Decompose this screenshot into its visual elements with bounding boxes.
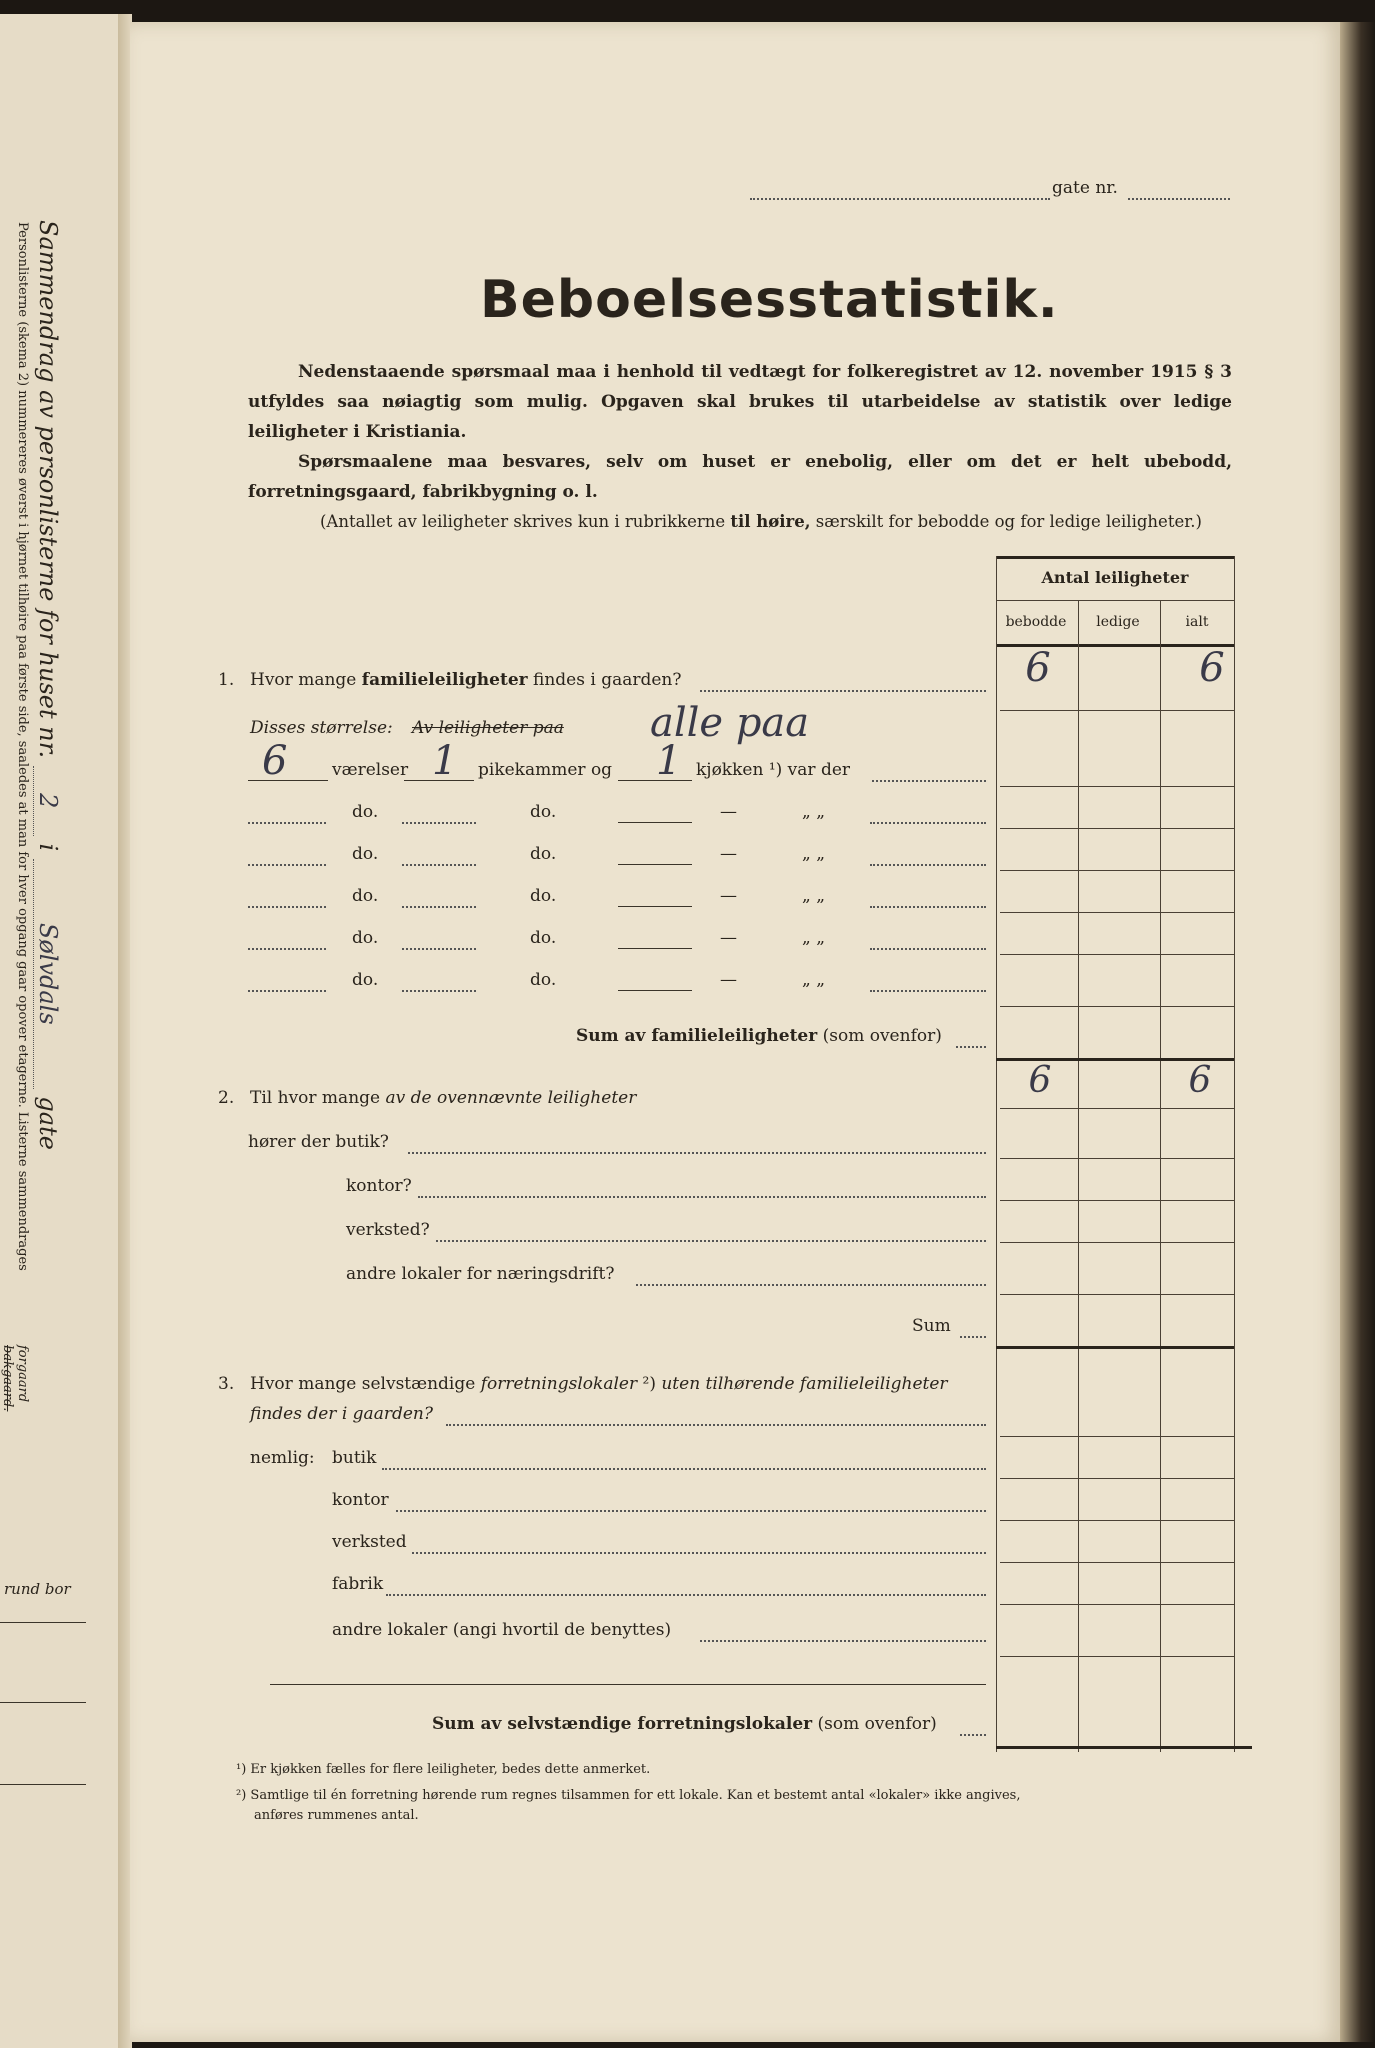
q2-andre-dots bbox=[636, 1284, 986, 1286]
q1-hand-kjokken: 1 bbox=[656, 738, 682, 784]
q2-sum-dots bbox=[960, 1336, 986, 1338]
q2-sum-label: Sum bbox=[912, 1316, 951, 1336]
row-line-andre bbox=[1000, 1294, 1234, 1295]
do-dash: — bbox=[720, 970, 737, 990]
q3-sum-dots bbox=[960, 1734, 986, 1736]
do-dots bbox=[870, 822, 986, 824]
q3-text-c: ²) bbox=[637, 1374, 662, 1394]
q2-text-b: av de ovennævnte leiligheter bbox=[385, 1088, 637, 1108]
spine-instructions-1: Personlisterne (skema 2) nummereres øverst i hjørnet tilhøire paa første side, saaledes at man for bbox=[15, 222, 30, 871]
q1-sum-b: familieleiligheter bbox=[651, 1026, 818, 1046]
do-field bbox=[402, 990, 476, 992]
spine-forgaard: forgaard bbox=[15, 1345, 30, 1403]
do-field bbox=[248, 864, 326, 866]
q2-butik-dots bbox=[408, 1152, 986, 1154]
q3-sum-b: (som ovenfor) bbox=[812, 1714, 937, 1734]
do-quotes: „ „ bbox=[802, 802, 826, 822]
q3-nemlig: nemlig: bbox=[250, 1448, 315, 1468]
do-dots bbox=[870, 906, 986, 908]
q1-sum-bebodde: 6 bbox=[1028, 1060, 1052, 1101]
row-line-size-4 bbox=[1000, 912, 1234, 913]
spine-rund-bor: rund bor bbox=[4, 1580, 71, 1598]
q2-question bbox=[250, 1088, 636, 1108]
row-line-size-6 bbox=[1000, 1006, 1234, 1007]
do-field bbox=[248, 822, 326, 824]
table-col-line-0 bbox=[996, 556, 997, 1752]
do-label: do. bbox=[530, 928, 557, 948]
do-dash: — bbox=[720, 844, 737, 864]
q1-pikekammer: pikekammer og bbox=[478, 760, 613, 780]
q2-number: 2. bbox=[218, 1088, 235, 1108]
q1-text-c: findes i gaarden? bbox=[527, 670, 682, 690]
page-edge bbox=[1340, 22, 1375, 2042]
spine-house-number: 2 bbox=[33, 766, 62, 836]
col-header-ledige: ledige bbox=[1096, 614, 1140, 630]
row-line-q3-andre bbox=[1000, 1656, 1234, 1657]
table-group-header: Antal leiligheter bbox=[1041, 568, 1189, 587]
spine-instructions bbox=[15, 222, 30, 1271]
footnote-1: ¹) Er kjøkken fælles for flere leiligheter, bedes dette anmerket. bbox=[236, 1762, 651, 1777]
q2-andre-label: andre lokaler for næringsdrift? bbox=[346, 1264, 615, 1284]
spine-title-text: Sammendrag av personlisterne for huset nr. bbox=[34, 220, 62, 759]
q1-kjokken: kjøkken ¹) var der bbox=[696, 760, 851, 780]
row-line-q3-fabrik bbox=[1000, 1604, 1234, 1605]
do-field bbox=[618, 822, 692, 823]
q1-sum-a: Sum av bbox=[576, 1026, 652, 1046]
table-header-divider bbox=[996, 600, 1234, 601]
spine-forgaard-block bbox=[0, 1345, 30, 1411]
q2-verksted-label: verksted? bbox=[346, 1220, 430, 1240]
q3-number: 3. bbox=[218, 1374, 235, 1394]
spine-street: Sølvdals bbox=[33, 859, 62, 1089]
do-dots bbox=[870, 948, 986, 950]
intro-text-2: Spørsmaalene maa besvares, selv om huset er enebolig, eller om det er helt ubebodd, forretningsgaard, fabrikbygning o. l. bbox=[248, 452, 1232, 502]
spine-bakgaard: bakgaard. bbox=[0, 1345, 15, 1412]
q3-verksted-dots bbox=[412, 1552, 986, 1554]
row-line-sum-2 bbox=[996, 1346, 1234, 1349]
q1-struck-text: Av leiligheter paa bbox=[412, 718, 564, 738]
row-line-q3 bbox=[1000, 1436, 1234, 1437]
q3-andre-dots bbox=[700, 1640, 986, 1642]
q1-text-a: Hvor mange bbox=[250, 670, 362, 690]
do-field bbox=[402, 864, 476, 866]
spine-word-i: i bbox=[34, 843, 62, 852]
intro-text-3b: til høire, bbox=[730, 512, 811, 531]
q1-dots bbox=[700, 690, 986, 692]
gate-nr-field-2 bbox=[1128, 198, 1230, 200]
intro-text-3c: særskilt for bebodde og for ledige leiligheter.) bbox=[810, 512, 1202, 531]
row-line-q3-kontor bbox=[1000, 1520, 1234, 1521]
intro-text-1: Nedenstaaende spørsmaal maa i henhold til vedtægt for folkeregistret av 12. november 1915 § 3 utfyldes saa nøiagtig som mulig. Opgaven skal brukes til utarbeidelse av statistik over ledige leiligheter i Kristiania. bbox=[248, 362, 1232, 442]
do-label: do. bbox=[352, 802, 379, 822]
row-line-q1 bbox=[1000, 710, 1234, 711]
spine-line-2 bbox=[0, 1702, 86, 1703]
table-top-border bbox=[996, 556, 1234, 559]
q1-bebodde-value: 6 bbox=[1025, 645, 1051, 691]
q3-kontor-dots bbox=[396, 1510, 986, 1512]
do-field bbox=[402, 948, 476, 950]
q2-text-a: Til hvor mange bbox=[250, 1088, 386, 1108]
q1-sum-ialt: 6 bbox=[1188, 1060, 1212, 1101]
spine-line-3 bbox=[0, 1784, 86, 1785]
do-label: do. bbox=[352, 886, 379, 906]
q1-kjokken-dots bbox=[872, 780, 986, 782]
do-field bbox=[402, 822, 476, 824]
intro-paragraph-2 bbox=[248, 447, 1232, 507]
footnote-2a: ²) Samtlige til én forretning hørende rum regnes tilsammen for ett lokale. Kan et bestemt antal «lokaler» ikke angives, bbox=[236, 1788, 1021, 1803]
footnote-2b: anføres rummenes antal. bbox=[254, 1808, 419, 1823]
q1-ialt-value: 6 bbox=[1199, 645, 1225, 691]
q3-text-a: Hvor mange selvstændige bbox=[250, 1374, 481, 1394]
q2-kontor-dots bbox=[418, 1196, 986, 1198]
q2-kontor-label: kontor? bbox=[346, 1176, 412, 1196]
q1-rooms-line bbox=[248, 780, 328, 781]
q1-sizes-label: Disses størrelse: bbox=[250, 718, 393, 738]
do-dots bbox=[870, 864, 986, 866]
do-label: do. bbox=[352, 970, 379, 990]
q3-andre-label: andre lokaler (angi hvortil de benyttes) bbox=[332, 1620, 672, 1640]
do-dots bbox=[870, 990, 986, 992]
col-header-bebodde: bebodde bbox=[1005, 614, 1067, 630]
q1-sum-label bbox=[576, 1026, 942, 1046]
q1-question bbox=[250, 670, 681, 690]
q1-hand-pike: 1 bbox=[432, 738, 458, 784]
table-col-line-3 bbox=[1234, 556, 1235, 1752]
row-line-q3-butik bbox=[1000, 1478, 1234, 1479]
q3-fabrik-dots bbox=[386, 1594, 986, 1596]
do-quotes: „ „ bbox=[802, 844, 826, 864]
do-dash: — bbox=[720, 928, 737, 948]
row-line-verksted bbox=[1000, 1242, 1234, 1243]
do-field bbox=[248, 990, 326, 992]
table-col-line-2 bbox=[1160, 600, 1161, 1752]
table-col-line-1 bbox=[1078, 600, 1079, 1752]
row-line-kontor bbox=[1000, 1200, 1234, 1201]
row-line-size-2 bbox=[1000, 828, 1234, 829]
q1-text-b: familieleiligheter bbox=[361, 670, 528, 690]
q3-kontor-label: kontor bbox=[332, 1490, 389, 1510]
do-label: do. bbox=[530, 886, 557, 906]
q3-butik-dots bbox=[382, 1468, 986, 1470]
row-line-butik bbox=[1000, 1158, 1234, 1159]
do-field bbox=[402, 906, 476, 908]
do-label: do. bbox=[530, 844, 557, 864]
intro-paragraph-1 bbox=[248, 357, 1232, 447]
spine-line-1 bbox=[0, 1622, 86, 1623]
q3-text-b: forretningslokaler bbox=[480, 1374, 638, 1394]
do-field bbox=[248, 906, 326, 908]
row-line-q2 bbox=[1000, 1108, 1234, 1109]
q2-butik-label: hører der butik? bbox=[248, 1132, 389, 1152]
gate-nr-label: gate nr. bbox=[1052, 178, 1118, 198]
do-field bbox=[618, 948, 692, 949]
col-header-ialt: ialt bbox=[1185, 614, 1209, 630]
q3-sum-label bbox=[432, 1714, 937, 1734]
row-line-q3-verksted bbox=[1000, 1562, 1234, 1563]
spine-gate: gate bbox=[34, 1096, 62, 1150]
do-label: do. bbox=[352, 928, 379, 948]
intro-text-3a: (Antallet av leiligheter skrives kun i rubrikkerne bbox=[320, 512, 731, 531]
do-label: do. bbox=[530, 802, 557, 822]
q3-text-e: findes der i gaarden? bbox=[250, 1404, 433, 1424]
spine-instructions-2: hver opgang gaar opover etagerne. Listerne sammendrages bbox=[15, 874, 30, 1271]
do-quotes: „ „ bbox=[802, 886, 826, 906]
do-label: do. bbox=[352, 844, 379, 864]
do-label: do. bbox=[530, 970, 557, 990]
q3-fabrik-label: fabrik bbox=[332, 1574, 384, 1594]
q3-verksted-label: verksted bbox=[332, 1532, 407, 1552]
do-dash: — bbox=[720, 802, 737, 822]
q2-verksted-dots bbox=[436, 1240, 986, 1242]
q3-findes-dots bbox=[446, 1424, 986, 1426]
page-title: Beboelsesstatistik. bbox=[480, 270, 1059, 330]
do-field bbox=[618, 990, 692, 991]
q3-question bbox=[250, 1374, 948, 1394]
intro-paragraph-3 bbox=[320, 507, 1280, 537]
q3-andre-line bbox=[270, 1684, 986, 1685]
do-dash: — bbox=[720, 886, 737, 906]
q1-vaerelser: værelser bbox=[332, 760, 409, 780]
do-quotes: „ „ bbox=[802, 970, 826, 990]
spine-title bbox=[33, 220, 62, 1150]
q3-text-d: uten tilhørende familieleiligheter bbox=[661, 1374, 948, 1394]
row-line-sum-3 bbox=[996, 1746, 1252, 1749]
q1-sum-dots bbox=[956, 1046, 986, 1048]
q1-hand-rooms: 6 bbox=[262, 738, 288, 784]
do-quotes: „ „ bbox=[802, 928, 826, 948]
do-field bbox=[618, 864, 692, 865]
q3-sum-a: Sum av selvstændige forretningslokaler bbox=[432, 1714, 813, 1734]
q1-hand-alle-paa: alle paa bbox=[650, 700, 810, 746]
gate-nr-field bbox=[750, 198, 1050, 200]
row-line-size-5 bbox=[1000, 954, 1234, 955]
row-line-size-3 bbox=[1000, 870, 1234, 871]
q3-butik-label: butik bbox=[332, 1448, 377, 1468]
q1-number: 1. bbox=[218, 670, 235, 690]
do-field bbox=[618, 906, 692, 907]
do-field bbox=[248, 948, 326, 950]
q1-sum-c: (som ovenfor) bbox=[817, 1026, 942, 1046]
row-line-size-1 bbox=[1000, 786, 1234, 787]
